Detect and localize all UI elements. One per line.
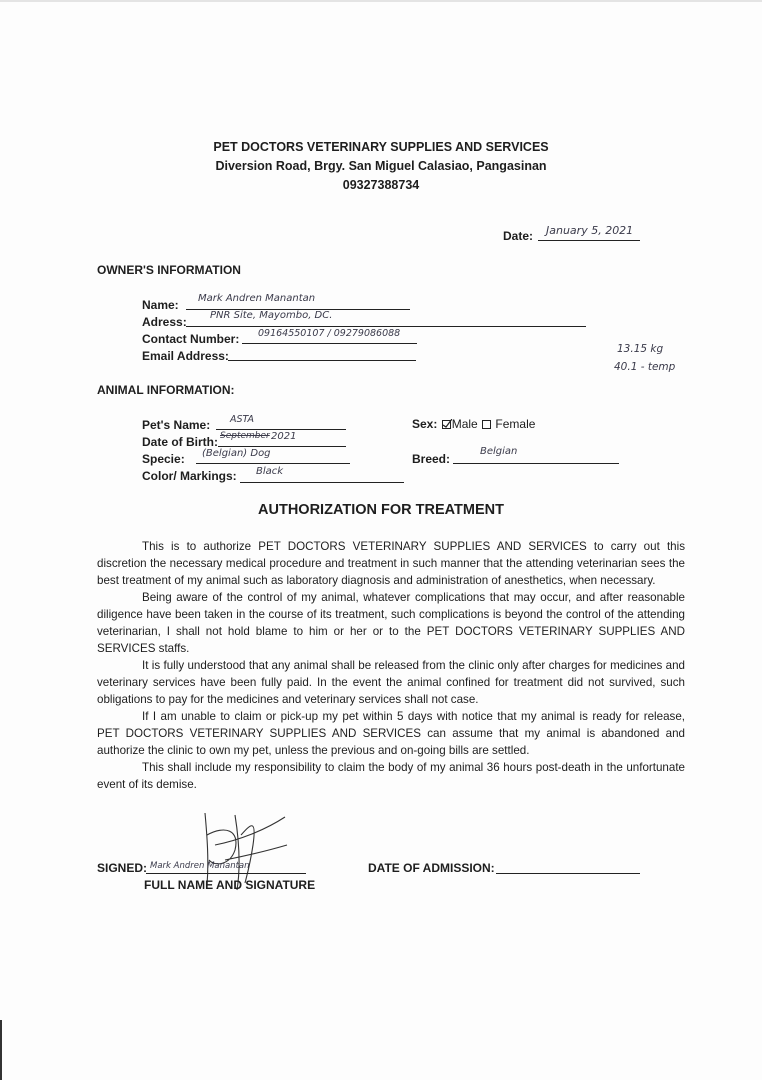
authorization-paragraph: This is to authorize PET DOCTORS VETERINARY SUPPLIES AND SERVICES to carry out this discretion the necessary medical procedure and treatment in such manner that the attending veterinarian sees the best treatment of my animal such as laboratory diagnosis and administration of anesthetics, when necessary. [97, 540, 685, 587]
specie-value: (Belgian) Dog [202, 448, 271, 459]
weight-note: 13.15 kg [617, 343, 664, 355]
admission-label: DATE OF ADMISSION: [368, 861, 495, 875]
signed-label: SIGNED: [97, 861, 148, 875]
pet-name-line [216, 429, 346, 430]
authorization-paragraph: This shall include my responsibility to claim the body of my animal 36 hours post-death in the unfortunate event of its demise. [97, 761, 685, 791]
female-checkbox[interactable] [482, 420, 491, 429]
color-value: Black [256, 466, 284, 477]
color-label: Color/ Markings: [142, 469, 237, 483]
authorization-paragraph: Being aware of the control of my animal, whatever complications that may occur, and after reasonable diligence have been taken in the course of its treatment, such complications is beyond the control of the attending veterinarian, I shall not hold blame to him or her or to the PET DOCTORS VETERINARY SUPPLIES AND SERVICES staffs. [97, 591, 685, 655]
signed-line [146, 873, 306, 874]
owner-name-value: Mark Andren Manantan [198, 293, 316, 304]
pet-name-value: ASTA [230, 414, 254, 425]
signed-name: Mark Andren Manantan [150, 861, 250, 871]
owner-email-line [228, 360, 416, 361]
date-line [538, 240, 640, 241]
owner-email-label: Email Address: [142, 349, 229, 363]
sex-label: Sex: [412, 417, 438, 431]
breed-value: Belgian [480, 446, 518, 457]
dob-value: 2021 [271, 431, 297, 442]
admission-line [496, 873, 640, 874]
authorization-body [97, 538, 685, 793]
dob-line [218, 446, 346, 447]
company-name: PET DOCTORS VETERINARY SUPPLIES AND SERVICES [213, 140, 549, 154]
specie-line [196, 463, 350, 464]
owner-section-title: OWNER'S INFORMATION [97, 263, 241, 277]
sex-male-label: Male [451, 417, 478, 431]
specie-label: Specie: [142, 452, 185, 466]
sex-field [412, 417, 535, 431]
dob-label: Date of Birth: [142, 435, 218, 449]
date-value: January 5, 2021 [546, 224, 634, 237]
animal-section-title: ANIMAL INFORMATION: [97, 383, 235, 397]
authorization-paragraph: It is fully understood that any animal shall be released from the clinic only after charges for medicines and veterinary services have been fully paid. In the event the animal confined for treatment did not survived, such obligations to pay for the medicines and veterinary services shall not case. [97, 659, 685, 706]
dob-struck-value: September [220, 431, 270, 441]
date-label: Date: [503, 229, 534, 243]
owner-contact-line [242, 343, 417, 344]
authorization-title: AUTHORIZATION FOR TREATMENT [258, 502, 504, 518]
owner-contact-value: 09164550107 / 09279086088 [258, 328, 401, 339]
check-icon [443, 419, 452, 428]
scan-edge-mark [0, 1020, 2, 1080]
breed-line [453, 463, 619, 464]
owner-address-label: Adress: [142, 315, 187, 329]
sex-female-label: Female [495, 417, 536, 431]
company-address: Diversion Road, Brgy. San Miguel Calasiao, Pangasinan [215, 159, 547, 173]
signature-caption: FULL NAME AND SIGNATURE [144, 878, 316, 892]
color-line [240, 482, 404, 483]
breed-label: Breed: [412, 452, 451, 466]
owner-name-label: Name: [142, 298, 179, 312]
pet-name-label: Pet's Name: [142, 418, 211, 432]
owner-contact-label: Contact Number: [142, 332, 240, 346]
authorization-paragraph: If I am unable to claim or pick-up my pet within 5 days with notice that my animal is ready for release, PET DOCTORS VETERINARY SUPPLIES AND SERVICES can assume that my animal is abandoned and authorize the clinic to own my pet, unless the previous and on-going bills are settled. [97, 710, 685, 757]
owner-address-value: PNR Site, Mayombo, DC. [210, 310, 333, 321]
male-checkbox[interactable] [442, 420, 451, 429]
owner-address-line [186, 326, 586, 327]
scan-edge [0, 0, 762, 2]
company-phone: 09327388734 [342, 178, 420, 192]
temp-note: 40.1 - temp [614, 361, 676, 373]
